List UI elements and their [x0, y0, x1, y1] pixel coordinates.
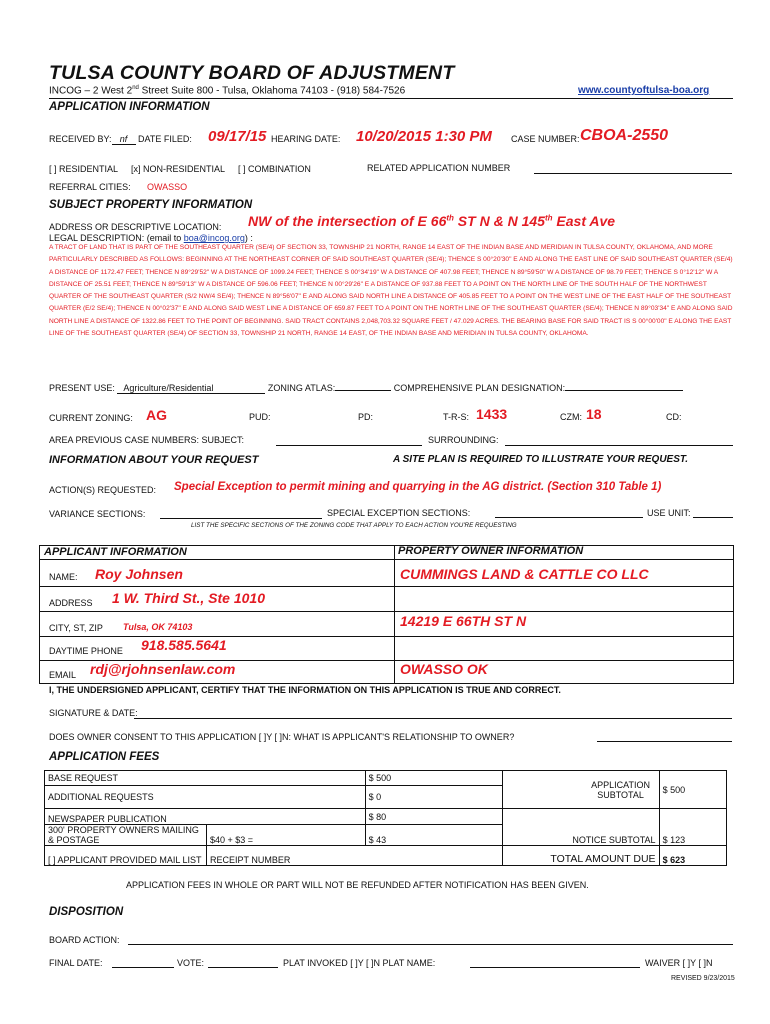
related-app-label: RELATED APPLICATION NUMBER: [367, 163, 511, 173]
board-title: TULSA COUNTY BOARD OF ADJUSTMENT: [49, 62, 455, 84]
fees-table: [44, 770, 734, 866]
special-exception-label: SPECIAL EXCEPTION SECTIONS:: [327, 508, 471, 518]
cd-label: CD:: [666, 412, 682, 422]
legal-description: A TRACT OF LAND THAT IS PART OF THE SOUTHEAST QUARTER (SE/4) OF SECTION 33, TOWNSHIP 21 NORTH, RANGE 14 EAST OF THE INDIAN BASE AND MERIDIAN IN TULSA COUNTY, OKLAHOMA, AND MORE PARTICULARLY DESCRIBED AS FOLLOWS: BEGINNING AT THE NORTHEAST CORNER OF SAID SOUTHEAST QUARTER (SE/4); THENCE S 00°20'30" E AND ALONG THE EAST LINE OF SAID SOUTHEAST QUARTER (SE/4) A DISTANCE OF 1172.47 FEET; THENCE N 89°29'52" W A DISTANCE OF 1099.24 FEET; THENCE S 00°34'19" W A DISTANCE OF 407.98 FEET; THENCE N 89°59'50" W A DISTANCE OF 98.79 FEET; THENCE S 0°12'12" W A DISTANCE OF 25.51 FEET; THENCE N 89°59'13" W A DISTANCE OF 596.06 FEET; THENCE N 00°29'26" E A DISTANCE OF 937.88 FEET TO A POINT ON THE NORTH LINE OF THE SOUTH HALF OF THE NORTHWEST QUARTER OF THE SOUTHEAST QUARTER (S/2 NW/4 SE/4); THENCE N 89°56'07" E AND ALONG SAID NORTH LINE A DISTANCE OF 405.85 FEET TO A POINT ON THE WEST LINE OF THE EAST HALF OF THE SOUTHEAST QUARTER (E/2 SE/4); THENCE N 00°02'37" E AND ALONG SAID WEST LINE A DISTANCE OF 659.87 FEET TO A POINT ON THE NORTH LINE OF THE SOUTHEAST QUARTER (SE/4); THENCE N 89°03'34" E AND ALONG SAID NORTH LINE A DISTANCE OF 1322.86 FEET TO THE POINT OF BEGINNING. SAID TRACT CONTAINS 2,048,703.32 SQUARE FEET / 47.029 ACRES. THE BEARING BASE FOR SAID TRACT IS S 00°00'00" E ALONG THE EAST LINE OF THE SOUTHEAST QUARTER (SE/4) OF SECTION 33, TOWNSHIP 21 NORTH, RANGE 14 EAST, OF THE INDIAN BASE AND MERIDIAN IN TULSA COUNTY, OKLAHOMA.: [49, 244, 733, 338]
total-label: TOTAL AMOUNT DUE: [502, 846, 659, 866]
revised-date: REVISED 9/23/2015: [671, 975, 735, 982]
owner-heading: PROPERTY OWNER INFORMATION: [398, 545, 584, 557]
disposition-heading: DISPOSITION: [49, 906, 124, 918]
case-number-label: CASE NUMBER:: [511, 134, 580, 144]
trs-value: 1433: [476, 406, 508, 422]
hearing-date-label: HEARING DATE:: [271, 134, 341, 144]
area-prev-label: AREA PREVIOUS CASE NUMBERS: SUBJECT:: [49, 435, 245, 445]
czm-value: 18: [586, 406, 602, 422]
site-plan-note: A SITE PLAN IS REQUIRED TO ILLUSTRATE YOUR REQUEST.: [393, 454, 689, 465]
use-unit-label: USE UNIT:: [647, 508, 691, 518]
board-action-label: BOARD ACTION:: [49, 935, 120, 945]
certify-text: I, THE UNDERSIGNED APPLICANT, CERTIFY THAT THE INFORMATION ON THIS APPLICATION IS TRUE AND CORRECT.: [49, 685, 561, 695]
received-by-row: RECEIVED BY: nf DATE FILED:: [49, 134, 192, 144]
date-filed: 09/17/15: [208, 128, 267, 145]
vote-label: VOTE:: [177, 958, 205, 968]
request-heading: INFORMATION ABOUT YOUR REQUEST: [49, 454, 259, 466]
hearing-date: 10/20/2015 1:30 PM: [356, 128, 492, 145]
newspaper-value: $ 80: [365, 809, 502, 825]
present-use-row: PRESENT USE: Agriculture/Residential ZONING ATLAS: COMPREHENSIVE PLAN DESIGNATION:: [49, 383, 683, 394]
notice-subtotal-label: NOTICE SUBTOTAL: [502, 809, 659, 846]
opt-nonresidential[interactable]: [x] NON-RESIDENTIAL: [131, 164, 226, 174]
fees-heading: APPLICATION FEES: [49, 751, 160, 763]
case-number: CBOA-2550: [580, 127, 669, 144]
subject-address: NW of the intersection of E 66th ST N & N 145th East Ave: [248, 213, 616, 229]
applicant-address: 1 W. Third St., Ste 1010: [112, 590, 266, 606]
legal-label: LEGAL DESCRIPTION: (email to boa@incog.org) :: [49, 233, 253, 243]
applicant-name: Roy Johnsen: [95, 566, 183, 582]
current-zoning: AG: [146, 407, 167, 423]
mailing-label: 300' PROPERTY OWNERS MAILING & POSTAGE: [45, 825, 207, 846]
receipt-label: RECEIPT NUMBER: [207, 846, 503, 866]
consent-label: DOES OWNER CONSENT TO THIS APPLICATION [ ]Y [ ]N: WHAT IS APPLICANT'S RELATIONSHIP TO OWNER?: [49, 732, 515, 742]
final-date-label: FINAL DATE:: [49, 958, 103, 968]
signature-label: SIGNATURE & DATE:: [49, 708, 138, 718]
applicant-city-label: CITY, ST, ZIP: [49, 623, 103, 633]
referral-label: REFERRAL CITIES:: [49, 182, 131, 192]
office-address: INCOG – 2 West 2nd Street Suite 800 - Tulsa, Oklahoma 74103 - (918) 584-7526: [49, 85, 406, 97]
app-info-heading: APPLICATION INFORMATION: [49, 101, 210, 113]
mail-list-label: [ ] APPLICANT PROVIDED MAIL LIST: [45, 846, 207, 866]
additional-label: ADDITIONAL REQUESTS: [45, 786, 366, 809]
mailing-formula: $40 + $3 =: [207, 825, 366, 846]
pud-label: PUD:: [249, 412, 271, 422]
czm-label: CZM:: [560, 412, 582, 422]
owner-city: OWASSO OK: [400, 661, 488, 677]
waiver-label: WAIVER [ ]Y [ ]N: [645, 958, 713, 968]
actions-value: Special Exception to permit mining and quarrying in the AG district. (Section 310 Table 1): [174, 481, 662, 493]
mailing-value: $ 43: [365, 825, 502, 846]
trs-label: T-R-S:: [443, 412, 469, 422]
website-link[interactable]: www.countyoftulsa-boa.org: [578, 85, 710, 96]
opt-residential[interactable]: [ ] RESIDENTIAL: [49, 164, 119, 174]
applicant-address-label: ADDRESS: [49, 598, 93, 608]
owner-address: 14219 E 66TH ST N: [400, 613, 527, 629]
address-label: ADDRESS OR DESCRIPTIVE LOCATION:: [49, 222, 222, 232]
pd-label: PD:: [358, 412, 374, 422]
additional-value: $ 0: [365, 786, 502, 809]
variance-label: VARIANCE SECTIONS:: [49, 509, 146, 519]
applicant-email: rdj@rjohnsenlaw.com: [90, 661, 236, 677]
actions-label: ACTION(S) REQUESTED:: [49, 485, 157, 495]
base-label: BASE REQUEST: [45, 771, 366, 786]
plat-label: PLAT INVOKED [ ]Y [ ]N PLAT NAME:: [283, 958, 436, 968]
subject-heading: SUBJECT PROPERTY INFORMATION: [49, 199, 253, 211]
applicant-city: Tulsa, OK 74103: [123, 622, 193, 632]
owner-name: CUMMINGS LAND & CATTLE CO LLC: [400, 566, 649, 582]
total-value: $ 623: [659, 846, 726, 866]
base-value: $ 500: [365, 771, 502, 786]
current-zoning-label: CURRENT ZONING:: [49, 413, 133, 423]
referral-value: OWASSO: [147, 182, 188, 192]
applicant-phone-label: DAYTIME PHONE: [49, 646, 123, 656]
notice-subtotal-value: $ 123: [659, 809, 726, 846]
applicant-email-label: EMAIL: [49, 670, 77, 680]
refund-note: APPLICATION FEES IN WHOLE OR PART WILL NOT BE REFUNDED AFTER NOTIFICATION HAS BEEN GIVEN.: [126, 880, 589, 890]
applicant-heading: APPLICANT INFORMATION: [44, 546, 187, 558]
applicant-name-label: NAME:: [49, 572, 78, 582]
opt-combination[interactable]: [ ] COMBINATION: [238, 164, 311, 174]
app-subtotal-label: APPLICATION SUBTOTAL: [502, 771, 659, 809]
newspaper-label: NEWSPAPER PUBLICATION: [45, 809, 366, 825]
app-subtotal-value: $ 500: [659, 771, 726, 809]
surrounding-label: SURROUNDING:: [428, 435, 499, 445]
sections-instruction: LIST THE SPECIFIC SECTIONS OF THE ZONING CODE THAT APPLY TO EACH ACTION YOU'RE REQUESTING: [191, 522, 517, 529]
applicant-phone: 918.585.5641: [141, 637, 227, 653]
